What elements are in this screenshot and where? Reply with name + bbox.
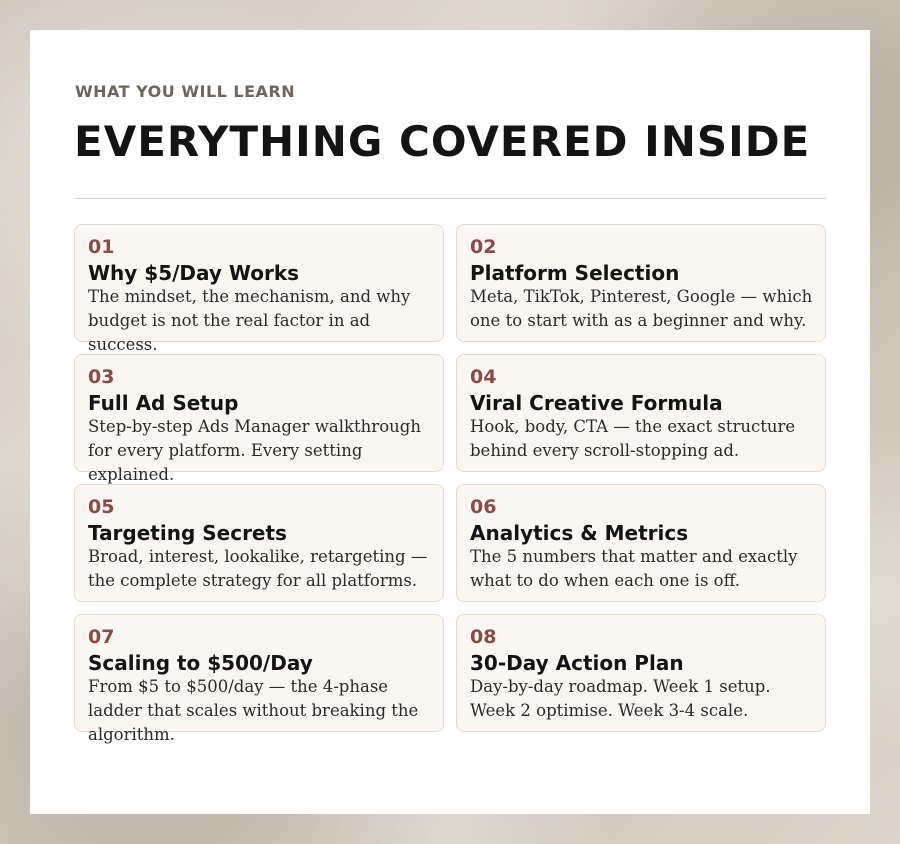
module-number: 05: [88, 496, 115, 518]
module-description: Day-by-day roadmap. Week 1 setup. Week 2 optimise. Week 3-4 scale.: [470, 677, 771, 720]
module-number: 04: [470, 366, 497, 388]
divider: [74, 198, 827, 199]
module-description: Hook, body, CTA — the exact structure behind every scroll-stopping ad.: [470, 417, 796, 460]
module-description: Meta, TikTok, Pinterest, Google — which one to start with as a beginner and why.: [470, 287, 813, 330]
module-number: 08: [470, 626, 497, 648]
module-number: 06: [470, 496, 497, 518]
modules-grid: [74, 224, 827, 744]
module-title: Scaling to $500/Day: [88, 651, 313, 675]
module-description: The 5 numbers that matter and exactly what to do when each one is off.: [470, 547, 798, 590]
module-title: 30-Day Action Plan: [470, 651, 684, 675]
module-title: Why $5/Day Works: [88, 261, 300, 285]
module-description: From $5 to $500/day — the 4-phase ladder that scales without breaking the algorithm.: [88, 677, 419, 744]
module-number: 02: [470, 236, 497, 258]
content-card: [30, 30, 870, 814]
module-card-05: [74, 484, 444, 602]
module-card-07: [74, 614, 444, 744]
module-description: Broad, interest, lookalike, retargeting — the complete strategy for all platforms.: [88, 547, 428, 590]
module-card-06: [456, 484, 826, 602]
module-title: Full Ad Setup: [88, 391, 239, 415]
module-title: Targeting Secrets: [88, 521, 287, 545]
module-card-02: [456, 224, 826, 342]
module-number: 07: [88, 626, 115, 648]
page-title: EVERYTHING COVERED INSIDE: [74, 117, 811, 166]
module-card-08: [456, 614, 826, 732]
module-title: Analytics & Metrics: [470, 521, 689, 545]
module-description: Step-by-step Ads Manager walkthrough for every platform. Every setting explained.: [88, 417, 421, 484]
module-number: 03: [88, 366, 115, 388]
module-description: The mindset, the mechanism, and why budget is not the real factor in ad success.: [88, 287, 411, 354]
module-title: Platform Selection: [470, 261, 680, 285]
module-number: 01: [88, 236, 115, 258]
module-card-01: [74, 224, 444, 354]
module-title: Viral Creative Formula: [470, 391, 723, 415]
module-card-04: [456, 354, 826, 472]
eyebrow-label: WHAT YOU WILL LEARN: [75, 82, 296, 101]
module-card-03: [74, 354, 444, 484]
